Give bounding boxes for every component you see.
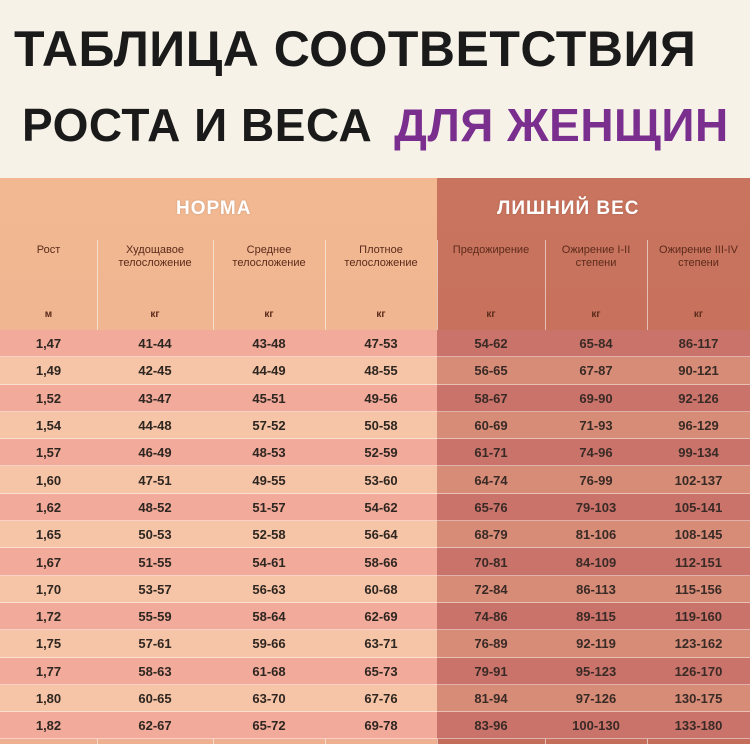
weight-range-cell: 65-76 xyxy=(474,499,508,515)
weight-range-cell: 52-58 xyxy=(252,527,286,543)
weight-range-cell: 52-59 xyxy=(364,445,398,461)
weight-range-cell: 115-156 xyxy=(675,581,722,597)
weight-range-cell: 53-60 xyxy=(364,472,398,488)
weight-range-cell: 65-72 xyxy=(252,718,286,734)
column-header: Плотное телосложение xyxy=(344,244,418,269)
weight-range-cell: 47-53 xyxy=(364,336,398,352)
height-cell: 1,70 xyxy=(35,581,62,597)
table-row xyxy=(0,521,750,548)
weight-range-cell: 60-65 xyxy=(138,691,172,706)
height-cell: 1,49 xyxy=(35,363,62,379)
column-unit: м xyxy=(44,309,53,320)
weight-range-cell: 97-126 xyxy=(575,691,617,706)
weight-range-cell: 44-49 xyxy=(252,363,286,379)
group-label-norm: НОРМА xyxy=(176,198,252,219)
column-header: Ожирение I-II степени xyxy=(561,244,631,269)
weight-range-cell: 62-67 xyxy=(138,718,172,734)
weight-range-cell: 119-160 xyxy=(675,609,722,625)
weight-range-cell: 64-74 xyxy=(474,472,508,488)
weight-range-cell: 51-57 xyxy=(252,499,286,515)
weight-range-cell: 92-126 xyxy=(678,390,719,406)
weight-range-cell: 102-137 xyxy=(674,472,723,488)
weight-range-cell: 92-119 xyxy=(576,636,616,652)
weight-range-cell: 54-62 xyxy=(364,499,398,515)
weight-range-cell: 53-57 xyxy=(138,581,172,597)
weight-range-cell: 69-78 xyxy=(364,718,398,734)
weight-range-cell: 81-94 xyxy=(474,691,508,706)
table-row xyxy=(0,494,750,521)
weight-range-cell: 42-45 xyxy=(138,363,172,379)
weight-range-cell: 123-162 xyxy=(674,636,723,652)
weight-range-cell: 43-48 xyxy=(252,336,286,352)
height-cell: 1,72 xyxy=(35,609,62,625)
weight-range-cell: 49-56 xyxy=(364,390,398,406)
column-unit: кг xyxy=(264,309,274,320)
height-cell: 1,62 xyxy=(35,499,62,515)
weight-range-cell: 67-87 xyxy=(579,363,613,379)
column-unit: кг xyxy=(150,309,160,320)
title-line-2 xyxy=(22,98,729,152)
title-line-2-main: РОСТА И ВЕСА xyxy=(22,99,373,151)
table-row xyxy=(0,685,750,712)
weight-range-cell: 95-123 xyxy=(575,663,617,679)
table-row xyxy=(0,603,750,630)
weight-range-cell: 76-99 xyxy=(579,472,613,488)
weight-range-cell: 100-130 xyxy=(572,718,620,734)
height-cell: 1,80 xyxy=(35,691,62,706)
column-header: Среднее телосложение xyxy=(232,244,306,269)
weight-range-cell: 58-63 xyxy=(138,663,172,679)
column-header: Рост xyxy=(36,244,61,256)
table-row xyxy=(0,357,750,384)
table-row xyxy=(0,466,750,493)
weight-range-cell: 56-64 xyxy=(364,527,398,543)
weight-range-cell: 133-180 xyxy=(674,718,723,734)
weight-range-cell: 68-79 xyxy=(474,527,508,543)
weight-range-cell: 65-73 xyxy=(364,663,398,679)
weight-range-cell: 47-51 xyxy=(138,472,172,488)
weight-range-cell: 59-66 xyxy=(252,636,286,652)
weight-range-cell: 50-58 xyxy=(364,418,398,434)
table-row xyxy=(0,412,750,439)
weight-range-cell: 65-84 xyxy=(579,336,613,352)
weight-range-cell: 84-109 xyxy=(575,554,617,570)
weight-range-cell: 79-91 xyxy=(474,663,508,679)
weight-range-cell: 130-175 xyxy=(674,691,723,706)
title-block xyxy=(0,0,750,178)
weight-range-cell: 56-63 xyxy=(252,581,286,597)
weight-range-cell: 126-170 xyxy=(674,663,723,679)
weight-range-cell: 71-93 xyxy=(579,418,613,434)
column-unit: кг xyxy=(376,309,386,320)
title-line-1: ТАБЛИЦА СООТВЕТСТВИЯ xyxy=(14,21,697,77)
weight-range-cell: 99-134 xyxy=(678,445,719,461)
table-row xyxy=(0,385,750,412)
weight-range-cell: 83-96 xyxy=(474,718,508,734)
weight-range-cell: 72-84 xyxy=(474,581,508,597)
height-cell: 1,60 xyxy=(35,472,62,488)
weight-range-cell: 58-67 xyxy=(474,390,508,406)
weight-range-cell: 48-55 xyxy=(364,363,398,379)
weight-range-cell: 63-70 xyxy=(252,691,286,706)
weight-range-cell: 46-49 xyxy=(138,445,172,461)
weight-range-cell: 54-61 xyxy=(252,554,286,570)
table-row xyxy=(0,658,750,685)
weight-range-cell: 74-96 xyxy=(579,445,613,461)
weight-range-cell: 86-117 xyxy=(678,336,719,352)
weight-range-cell: 62-69 xyxy=(364,609,398,625)
height-cell: 1,54 xyxy=(35,418,62,434)
weight-range-cell: 74-86 xyxy=(474,609,508,625)
height-cell: 1,52 xyxy=(35,390,62,406)
height-cell: 1,65 xyxy=(35,527,62,543)
group-label-overweight: ЛИШНИЙ ВЕС xyxy=(497,198,640,219)
weight-range-cell: 58-64 xyxy=(252,609,286,625)
weight-range-cell: 55-59 xyxy=(138,609,172,625)
weight-range-cell: 49-55 xyxy=(252,472,286,488)
weight-range-cell: 41-44 xyxy=(138,336,172,352)
weight-range-cell: 43-47 xyxy=(138,390,172,406)
weight-range-cell: 89-115 xyxy=(576,609,616,625)
weight-range-cell: 86-113 xyxy=(576,581,616,597)
column-unit: кг xyxy=(693,309,704,320)
weight-range-cell: 61-71 xyxy=(474,445,508,461)
weight-range-cell: 57-52 xyxy=(252,418,286,434)
table-row xyxy=(0,630,750,657)
weight-range-cell: 45-51 xyxy=(252,390,286,406)
column-unit: кг xyxy=(591,309,601,320)
table-row xyxy=(0,439,750,466)
weight-range-cell: 70-81 xyxy=(474,554,508,570)
title-line-2-accent: ДЛЯ ЖЕНЩИН xyxy=(394,99,729,151)
height-cell: 1,47 xyxy=(35,336,62,352)
weight-range-cell: 60-68 xyxy=(364,581,398,597)
weight-range-cell: 54-62 xyxy=(474,336,508,352)
table-row xyxy=(0,330,750,357)
weight-range-cell: 61-68 xyxy=(252,663,286,679)
weight-range-cell: 48-52 xyxy=(138,499,172,515)
weight-range-cell: 79-103 xyxy=(575,499,617,515)
weight-range-cell: 63-71 xyxy=(364,636,398,652)
table-row xyxy=(0,712,750,739)
weight-range-cell: 50-53 xyxy=(138,527,172,543)
height-cell: 1,67 xyxy=(35,554,62,570)
weight-range-cell: 67-76 xyxy=(364,691,398,706)
column-header: Предожирение xyxy=(452,244,530,256)
weight-range-cell: 60-69 xyxy=(474,418,508,434)
weight-range-cell: 105-141 xyxy=(674,499,723,515)
column-header: Худощавое телосложение xyxy=(118,244,192,269)
weight-range-cell: 90-121 xyxy=(678,363,719,379)
weight-range-cell: 76-89 xyxy=(474,636,508,652)
table-row xyxy=(0,576,750,603)
weight-range-cell: 112-151 xyxy=(675,554,722,570)
weight-range-cell: 108-145 xyxy=(674,527,723,543)
height-cell: 1,75 xyxy=(35,636,62,652)
height-cell: 1,82 xyxy=(35,718,62,734)
weight-range-cell: 58-66 xyxy=(364,554,398,570)
height-cell: 1,57 xyxy=(35,445,62,461)
column-header: Ожирение III-IV степени xyxy=(659,244,738,269)
table-body xyxy=(0,330,750,739)
table-row xyxy=(0,548,750,575)
height-cell: 1,77 xyxy=(35,663,62,679)
weight-range-cell: 96-129 xyxy=(678,418,719,434)
weight-table xyxy=(0,178,750,744)
weight-range-cell: 69-90 xyxy=(579,390,613,406)
weight-range-cell: 51-55 xyxy=(138,554,172,570)
weight-range-cell: 56-65 xyxy=(474,363,508,379)
weight-range-cell: 81-106 xyxy=(575,527,617,543)
weight-range-cell: 44-48 xyxy=(138,418,172,434)
column-unit: кг xyxy=(486,309,496,320)
weight-range-cell: 57-61 xyxy=(138,636,172,652)
weight-range-cell: 48-53 xyxy=(252,445,286,461)
